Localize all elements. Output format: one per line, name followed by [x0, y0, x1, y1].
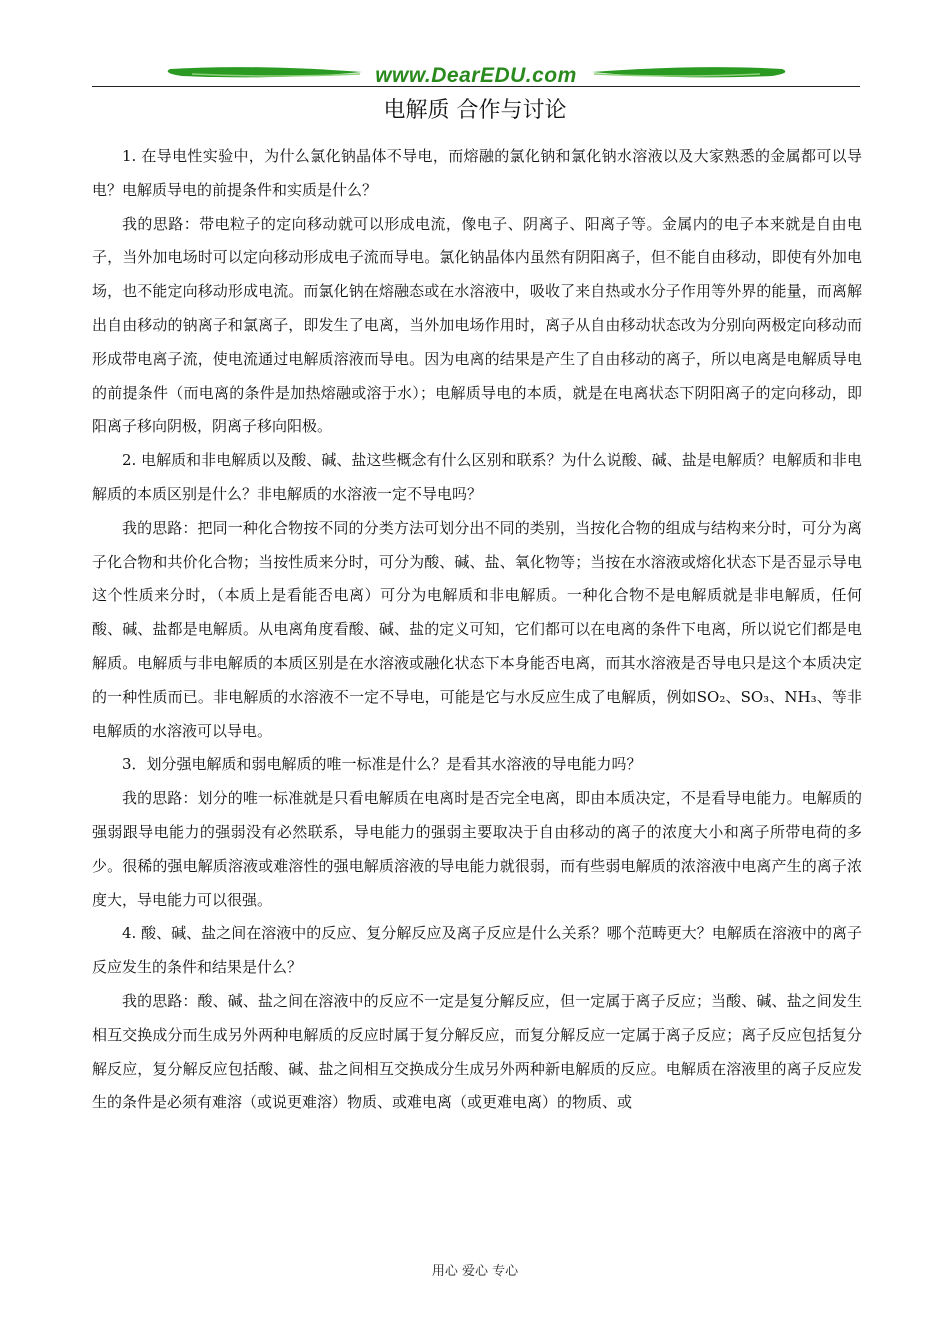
site-header [92, 62, 860, 92]
answer-2: 我的思路：把同一种化合物按不同的分类方法可划分出不同的类别，当按化合物的组成与结构来分时，可分为离子化合物和共价化合物；当按性质来分时，可分为酸、碱、盐、氧化物等；当按在水溶液或熔化状态下是否显示导电这个性质来分时，（本质上是看能否电离）可分为电解质和非电解质。一种化合物不是电解质就是非电解质，任何酸、碱、盐都是电解质。从电离角度看酸、碱、盐的定义可知，它们都可以在电离的条件下电离，所以说它们都是电解质。电解质与非电解质的本质区别是在水溶液或融化状态下本身能否电离，而其水溶液是否导电只是这个本质决定的一种性质而已。非电解质的水溶液不一定不导电，可能是它与水反应生成了电解质，例如SO₂、SO₃、NH₃、等非电解质的水溶液可以导电。 [92, 518, 862, 740]
article-body [92, 140, 862, 1120]
site-logo-text: www.DearEDU.com [375, 64, 577, 87]
question-4: 4. 酸、碱、盐之间在溶液中的反应、复分解反应及离子反应是什么关系？哪个范畴更大？电解质在溶液中的离子反应发生的条件和结果是什么？ [92, 924, 862, 977]
question-3: 3．划分强电解质和弱电解质的唯一标准是什么？是看其水溶液的导电能力吗？ [122, 755, 642, 774]
header-divider [92, 86, 860, 87]
page-footer: 用心 爱心 专心 [431, 1264, 519, 1279]
question-1: 1. 在导电性实验中，为什么氯化钠晶体不导电，而熔融的氯化钠和氯化钠水溶液以及大家熟悉的金属都可以导电？电解质导电的前提条件和实质是什么？ [92, 147, 862, 199]
answer-1: 我的思路：带电粒子的定向移动就可以形成电流，像电子、阴离子、阳离子等。金属内的电子本来就是自由电子，当外加电场时可以定向移动形成电子流而导电。氯化钠晶体内虽然有阴阳离子，但不能自由移动，即使有外加电场，也不能定向移动形成电流。而氯化钠在熔融态或在水溶液中，吸收了来自热或水分子作用等外界的能量，而离解出自由移动的钠离子和氯离子，即发生了电离，当外加电场作用时，离子从自由移动状态改为分别向两极定向移动而形成带电离子流，使电流通过电解质溶液而导电。因为电离的结果是产生了自由移动的离子，所以电离是电解质导电的前提条件（而电离的条件是加热熔融或溶于水）；电解质导电的本质，就是在电离状态下阴阳离子的定向移动，即阳离子移向阴极，阴离子移向阳极。 [92, 214, 862, 436]
answer-4: 我的思路：酸、碱、盐之间在溶液中的反应不一定是复分解反应，但一定属于离子反应；当酸、碱、盐之间发生相互交换成分而生成另外两种电解质的反应时属于复分解反应，而复分解反应一定属于离子反应；离子反应包括复分解反应，复分解反应包括酸、碱、盐之间相互交换成分生成另外两种新电解质的反应。电解质在溶液里的离子反应发生的条件是必须有难溶（或说更难溶）物质、或难电离（或更难电离）的物质、或 [92, 991, 862, 1112]
page-title: 电解质 合作与讨论 [383, 98, 567, 123]
answer-3: 我的思路：划分的唯一标准就是只看电解质在电离时是否完全电离，即由本质决定，不是看导电能力。电解质的强弱跟导电能力的强弱没有必然联系，导电能力的强弱主要取决于自由移动的离子的浓度大小和离子所带电荷的多少。很稀的强电解质溶液或难溶性的强电解质溶液的导电能力就很弱，而有些弱电解质的浓溶液中电离产生的离子浓度大，导电能力可以很强。 [92, 789, 862, 909]
question-2: 2. 电解质和非电解质以及酸、碱、盐这些概念有什么区别和联系？为什么说酸、碱、盐是电解质？电解质和非电解质的本质区别是什么？非电解质的水溶液一定不导电吗？ [92, 451, 862, 503]
